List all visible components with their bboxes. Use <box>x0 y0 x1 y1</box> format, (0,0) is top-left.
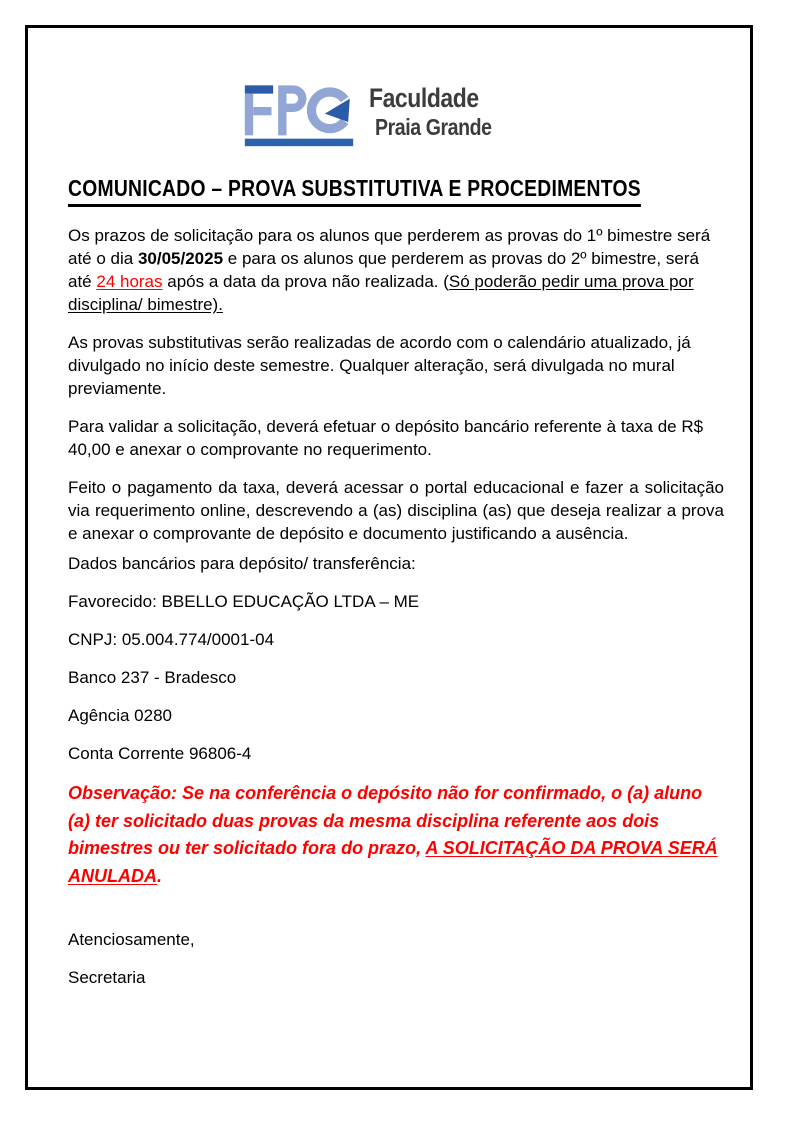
logo-g-arrow <box>325 99 350 122</box>
fpg-logo <box>50 82 706 147</box>
logo-underline-bar <box>245 139 353 146</box>
para-observacao-segment: . <box>157 865 163 886</box>
bank-agencia <box>68 704 724 727</box>
document-title-text: COMUNICADO – PROVA SUBSTITUTIVA E PROCEDIMENTOS <box>68 175 641 207</box>
para-fee-segment: Para validar a solicitação, deverá efetuar o depósito bancário referente à taxa de R$ 40,00 e anexar o comprovante no requerimento. <box>68 417 704 459</box>
para-calendar-segment: As provas substitutivas serão realizadas de acordo com o calendário atualizado, já divulgado no início deste semestre. Qualquer alteração, será divulgada no mural previamente. <box>68 333 691 398</box>
logo-f-mid-bar <box>254 107 272 115</box>
para-observacao <box>68 780 724 890</box>
para-deadlines-segment: Os prazos de solicitação para os alunos que perderem as provas do 1º bimestre será até o dia <box>68 226 711 268</box>
closing-secretaria-segment: Secretaria <box>68 968 146 987</box>
bank-banco-segment: Banco 237 - Bradesco <box>68 668 237 687</box>
document-title <box>68 175 724 207</box>
para-calendar <box>68 331 724 400</box>
para-deadlines-segment: 30/05/2025 <box>137 249 224 268</box>
para-deadlines-segment: Só poderão pedir uma prova por disciplina/ bimestre). <box>68 272 694 314</box>
document-content <box>28 28 750 989</box>
logo-f-stem <box>245 94 253 136</box>
fpg-logo-wordmark <box>369 84 512 140</box>
page-border <box>25 25 753 1090</box>
para-deadlines-segment: 24 horas <box>96 272 163 291</box>
bank-favorecido <box>68 590 724 613</box>
para-observacao-segment: A SOLICITAÇÃO DA PROVA SERÁ ANULADA <box>68 838 718 886</box>
logo-p-letter <box>279 85 307 135</box>
bank-conta-segment: Conta Corrente 96806-4 <box>68 744 252 763</box>
bank-banco <box>68 666 724 689</box>
logo-wordmark-line2: Praia Grande <box>375 113 493 140</box>
para-fee <box>68 415 724 461</box>
para-deadlines-segment: após a data da prova não realizada. ( <box>162 272 449 291</box>
fpg-logo-icon <box>243 82 355 147</box>
document-body <box>68 224 724 989</box>
para-bank-intro <box>68 552 724 575</box>
para-bank-intro-segment: Dados bancários para depósito/ transferência: <box>68 554 416 573</box>
closing-atenciosamente <box>68 928 724 951</box>
bank-cnpj <box>68 628 724 651</box>
logo-f-top-bar <box>245 85 273 93</box>
logo-wordmark-line1: Faculdade <box>369 83 480 113</box>
para-observacao-segment: Observação: Se na conferência o depósito não for confirmado, o (a) aluno (a) ter solicitado duas provas da mesma disciplina referente aos dois bimestres ou ter solicitado fora do prazo, <box>68 783 703 858</box>
closing-secretaria <box>68 966 724 989</box>
closing-atenciosamente-segment: Atenciosamente, <box>68 930 195 949</box>
bank-favorecido-segment: Favorecido: BBELLO EDUCAÇÃO LTDA – ME <box>68 592 420 611</box>
bank-conta <box>68 742 724 765</box>
bank-cnpj-segment: CNPJ: 05.004.774/0001-04 <box>68 630 275 649</box>
para-portal-segment: Feito o pagamento da taxa, deverá acessar o portal educacional e fazer a solicitação via requerimento online, descrevendo a (as) disciplina (as) que deseja realizar a prova e anexar o comprovante de depósito e documento justificando a ausência. <box>68 478 724 543</box>
para-portal <box>68 476 724 545</box>
para-deadlines-segment: e para os alunos que perderem as provas do 2º bimestre, será até <box>68 249 699 291</box>
para-deadlines <box>68 224 724 316</box>
bank-agencia-segment: Agência 0280 <box>68 706 172 725</box>
